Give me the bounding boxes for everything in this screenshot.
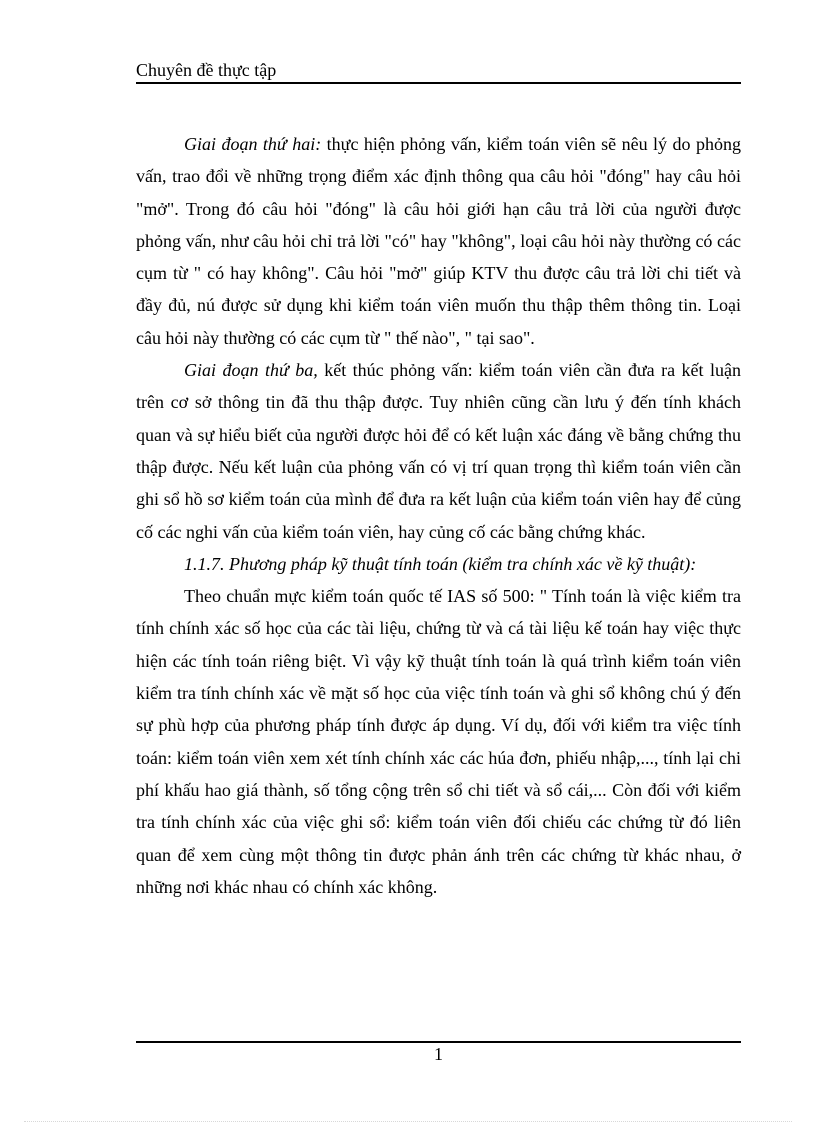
paragraph-stage-three [136,354,741,548]
section-heading: 1.1.7. Phương pháp kỹ thuật tính toán (kiểm tra chính xác về kỹ thuật): [184,553,697,574]
paragraph-lead: Giai đoạn thứ hai: [184,134,322,154]
page-number: 1 [434,1044,443,1064]
paragraph-stage-two [136,128,741,354]
paragraph-text: kết thúc phỏng vấn: kiểm toán viên cần đưa ra kết luận trên cơ sở thông tin đã thu thập được. Tuy nhiên cũng cần lưu ý đến tính khách quan và sự hiểu biết của người được hỏi để có kết luận xác đáng về bằng chứng thu thập được. Nếu kết luận của phỏng vấn có vị trí quan trọng thì kiểm toán viên cần ghi sổ hồ sơ kiểm toán của mình để đưa ra kết luận của kiểm toán viên hay để củng cố các nghi vấn của kiểm toán viên, hay củng cố các bằng chứng khác. [136,360,741,542]
page-edge-divider [24,1121,792,1122]
paragraph-text: thực hiện phỏng vấn, kiểm toán viên sẽ nêu lý do phỏng vấn, trao đổi về những trọng điểm xác định thông qua câu hỏi "đóng" hay câu hỏi "mở". Trong đó câu hỏi "đóng" là câu hỏi giới hạn câu trả lời của người được phỏng vấn, như câu hỏi chỉ trả lời "có" hay "không", loại câu hỏi này thường có các cụm từ " có hay không". Câu hỏi "mở" giúp KTV thu được câu trả lời chi tiết và đầy đủ, nú được sử dụng khi kiểm toán viên muốn thu thập thêm thông tin. Loại câu hỏi này thường có các cụm từ " thế nào", " tại sao". [136,134,741,348]
paragraph-lead: Giai đoạn thứ ba, [184,360,318,381]
paragraph-calculation-method: Theo chuẩn mực kiểm toán quốc tế IAS số 500: " Tính toán là việc kiểm tra tính chính xác số học của các tài liệu, chứng từ và cá tài liệu kế toán hay việc thực hiện các tính toán riêng biệt. Vì vậy kỹ thuật tính toán là quá trình kiểm toán viên kiểm tra tính chính xác về mặt số học của việc tính toán và ghi sổ không chú ý đến sự phù hợp của phương pháp tính được áp dụng. Ví dụ, đối với kiểm tra việc tính toán: kiểm toán viên xem xét tính chính xác các húa đơn, phiếu nhập,..., tính lại chi phí khấu hao giá thành, số tổng cộng trên sổ chi tiết và sổ cái,... Còn đối với kiểm tra tính chính xác của việc ghi sổ: kiểm toán viên đối chiếu các chứng từ đó liên quan để xem cùng một thông tin được phản ánh trên các chứng từ khác nhau, ở những nơi khác nhau có chính xác không. [136,586,741,897]
page-footer [136,1041,741,1065]
document-body [136,128,741,903]
header-title: Chuyên đề thực tập [136,60,277,80]
page-header [136,56,741,84]
